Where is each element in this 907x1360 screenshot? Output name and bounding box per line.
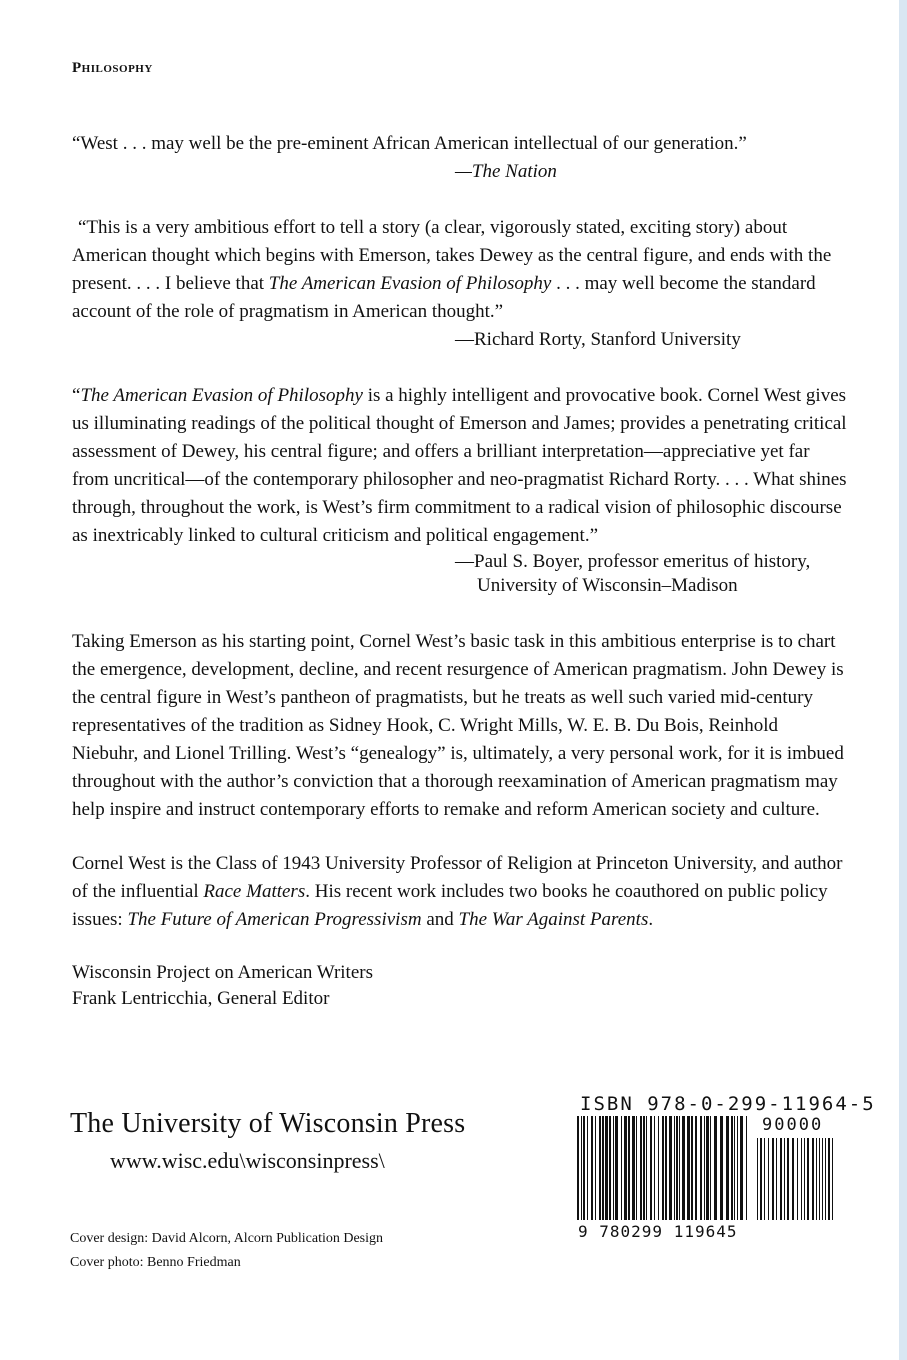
barcode-supplement: 90000: [762, 1115, 824, 1135]
barcode-bar: [581, 1116, 582, 1220]
barcode-bar: [583, 1116, 585, 1220]
barcode-bar: [602, 1116, 604, 1220]
barcode-bar: [658, 1116, 659, 1220]
barcode-bar: [632, 1116, 635, 1220]
barcode-bar: [825, 1138, 826, 1220]
barcode-bar: [816, 1138, 817, 1220]
barcode-bar: [674, 1116, 675, 1220]
quote-attribution: —Richard Rorty, Stanford University: [455, 329, 741, 350]
barcode-bar: [595, 1116, 596, 1220]
barcode-bar: [599, 1116, 601, 1220]
barcode-bar: [801, 1138, 802, 1220]
cover-credits: [70, 1227, 383, 1275]
barcode-bar: [757, 1138, 758, 1220]
quote-rorty: [72, 214, 847, 326]
barcode-bar: [615, 1116, 618, 1220]
barcode-bar: [731, 1116, 733, 1220]
barcode-bar: [621, 1116, 622, 1220]
book-description: Taking Emerson as his starting point, Cornel West’s basic task in this ambitious enterprise is to chart the emergence, development, decline, and recent resurgence of American pragmatism. John Dewey is the central figure in West’s pantheon of pragmatists, but he treats as well such varied mid-century representatives of the tradition as Sidney Hook, C. Wright Mills, W. E. B. Du Bois, Reinhold Niebuhr, and Lionel Trilling. West’s “genealogy” is, ultimately, a very personal work, for it is imbued throughout with the author’s conviction that a thorough reexamination of American pragmatism may help inspire and instruct contemporary efforts to remake and reform American society and culture.: [72, 631, 844, 820]
bio-text: .: [648, 909, 654, 930]
barcode-bar: [828, 1138, 830, 1220]
barcode-bar: [710, 1116, 711, 1220]
quote-text-a: “This is a very ambitious effort to tell a story (a clear, vigorously stated, exciting story) about American thought which begins with Emerson, takes Dewey as the central figure, and ends with the present. . . . I believe that: [72, 217, 832, 294]
cover-photo-credit: Cover photo: Benno Friedman: [70, 1255, 241, 1270]
quote-open: “: [72, 385, 81, 406]
bio-text: Cornel West is the Class of 1943 University Professor of Religion at Princeton University, and author of the influential: [72, 853, 843, 902]
barcode-bar: [772, 1138, 774, 1220]
barcode-bar: [787, 1138, 789, 1220]
barcode-bar: [804, 1138, 805, 1220]
barcode-bar: [807, 1138, 809, 1220]
category-label: Philosophy: [72, 60, 153, 76]
series-info: [72, 960, 373, 1012]
barcode-bar: [676, 1116, 678, 1220]
quote-attribution: [455, 550, 810, 598]
barcode-bar: [746, 1116, 747, 1220]
quote-attribution: [455, 160, 557, 184]
barcode-bar: [706, 1116, 709, 1220]
barcode-bar: [665, 1116, 667, 1220]
barcode-bar: [591, 1116, 593, 1220]
barcode-bar: [832, 1138, 833, 1220]
quote-text: is a highly intelligent and provocative book. Cornel West gives us illuminating readings of the political thought of Emerson and James; provides a penetrating critical assessment of Dewey, his central figure; and offers a brilliant interpretation—appreciative yet far from uncritical—of the contemporary philosopher and neo-pragmatist Richard Rorty. . . . What shines through, throughout the work, is West’s firm commitment to a radical vision of philosophic discourse as inextricably linked to cultural criticism and political engagement.”: [72, 385, 847, 546]
isbn-label: ISBN 978-0-299-11964-5: [580, 1093, 876, 1115]
bio-text: and: [421, 909, 459, 930]
series-editor: Frank Lentricchia, General Editor: [72, 988, 330, 1009]
barcode-bar: [605, 1116, 608, 1220]
bio-book-title: The War Against Parents: [458, 909, 649, 930]
spine-edge: [899, 0, 907, 1360]
barcode-bar: [812, 1138, 814, 1220]
barcode-bar: [643, 1116, 645, 1220]
attribution-line: University of Wisconsin–Madison: [477, 575, 738, 596]
barcode-bar: [720, 1116, 723, 1220]
quote-text-b: . . . may well become the standard account of the role of pragmatism in American thought.”: [72, 273, 816, 322]
barcode-bar: [646, 1116, 647, 1220]
author-bio: [72, 850, 847, 934]
quote-boyer: [72, 382, 847, 550]
barcode-bar: [819, 1138, 820, 1220]
barcode-bar: [768, 1138, 769, 1220]
barcode-bar: [704, 1116, 705, 1220]
series-name: Wisconsin Project on American Writers: [72, 962, 373, 983]
barcode-bar: [784, 1138, 785, 1220]
barcode-bar: [740, 1116, 743, 1220]
barcode-digits: 9 780299 119645: [578, 1222, 738, 1241]
bio-book-title: Race Matters: [203, 881, 306, 902]
barcode-bar: [737, 1116, 738, 1220]
barcode-bar: [609, 1116, 611, 1220]
barcode-bar: [726, 1116, 729, 1220]
barcode-bar: [700, 1116, 702, 1220]
barcode-bar: [682, 1116, 685, 1220]
barcode-bar: [640, 1116, 642, 1220]
quote-book-title: The American Evasion of Philosophy: [80, 385, 363, 406]
barcode-bar: [577, 1116, 579, 1220]
barcode-bar: [624, 1116, 627, 1220]
cover-design-credit: Cover design: David Alcorn, Alcorn Publication Design: [70, 1231, 384, 1246]
barcode-bar: [679, 1116, 680, 1220]
publisher-name: The University of Wisconsin Press: [70, 1108, 466, 1139]
barcode-bar: [650, 1116, 652, 1220]
barcode-bar: [714, 1116, 717, 1220]
barcode-bar: [628, 1116, 630, 1220]
barcode-bar: [695, 1116, 697, 1220]
barcode-bar: [760, 1138, 762, 1220]
barcode-bar: [792, 1138, 794, 1220]
barcode-bar: [654, 1116, 655, 1220]
barcode-bar: [776, 1138, 777, 1220]
barcode-bar: [822, 1138, 823, 1220]
barcode-bar: [613, 1116, 614, 1220]
attribution-line: —Paul S. Boyer, professor emeritus of history,: [455, 551, 811, 572]
barcode-bar: [669, 1116, 672, 1220]
quote-text: “West . . . may well be the pre-eminent African American intellectual of our generation.”: [72, 133, 747, 154]
barcode-bar: [797, 1138, 798, 1220]
quote-book-title: The American Evasion of Philosophy: [268, 273, 552, 294]
bio-book-title: The Future of American Progressivism: [127, 909, 422, 930]
barcode-bar: [662, 1116, 664, 1220]
barcode-bar: [734, 1116, 735, 1220]
barcode-bar: [636, 1116, 637, 1220]
quote-nation: [72, 130, 847, 158]
barcode-bar: [780, 1138, 782, 1220]
barcode-bar: [764, 1138, 765, 1220]
publisher-url: www.wisc.edu\wisconsinpress\: [110, 1148, 385, 1173]
barcode-bar: [587, 1116, 588, 1220]
attribution-text: —The Nation: [455, 161, 557, 182]
barcode-bar: [687, 1116, 690, 1220]
barcode-bar: [691, 1116, 693, 1220]
bio-text: . His recent work includes two books he coauthored on public policy issues:: [72, 881, 828, 930]
